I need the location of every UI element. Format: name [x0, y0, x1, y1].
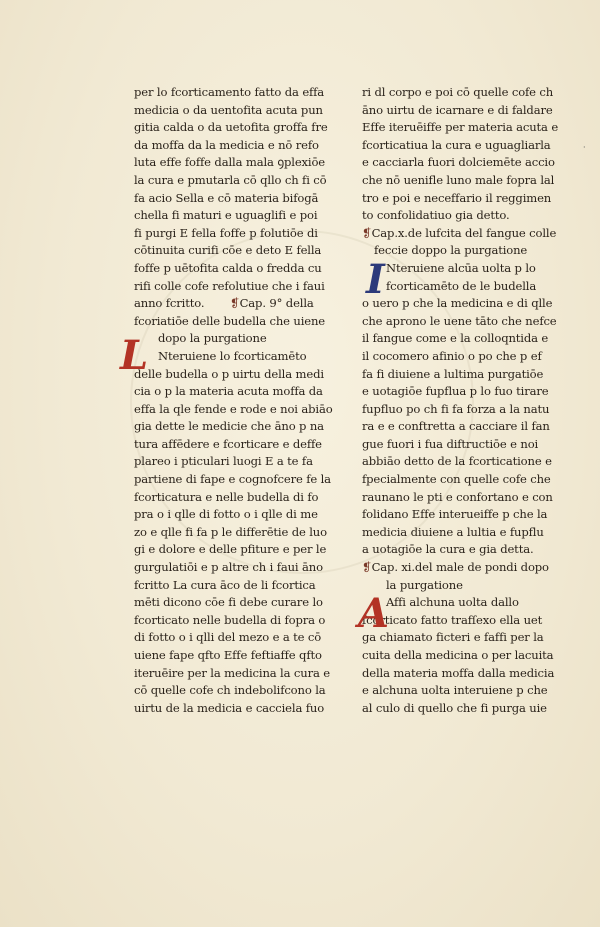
text-line: gue fuori i fua diftructiōe e noi	[362, 436, 539, 451]
text-line: foffe p uētofita calda o fredda cu	[134, 260, 322, 275]
text-line: tura affēdere e fcorticare e deffe	[134, 436, 322, 451]
initial-letter-A: A	[358, 590, 390, 637]
text-line: zo e qlle fi fa p le differētie de luo	[134, 524, 327, 539]
text-line: partiene di fape e cognofcere fe la	[134, 472, 331, 487]
text-line: il cocomero afinio o po che p ef	[362, 348, 542, 363]
text-line: plareo i pticulari luogi E a te fa	[134, 454, 313, 469]
left-column	[134, 84, 339, 717]
chapter-9-body	[134, 348, 339, 717]
text-line: che nō uenifle luno male fopra lal	[362, 172, 555, 187]
text-line: Affi alchuna uolta dallo	[386, 595, 519, 610]
pilcrow-icon: ❡	[362, 560, 372, 575]
right-top-text	[362, 84, 574, 225]
text-line: Effe iteruēiffe per materia acuta e	[362, 120, 559, 135]
text-line: fpecialmente con quelle cofe che	[362, 472, 551, 487]
initial-letter-L: L	[120, 332, 149, 379]
text-line: iteruēire per la medicina la cura e	[134, 665, 330, 680]
text-line: per lo fcorticamento fatto da effa	[134, 85, 325, 99]
text-line: da moffa da la medicia e nō refo	[134, 137, 319, 152]
text-line: fcritto La cura āco de li fcortica	[134, 577, 316, 592]
text-line: gi e dolore e delle pfiture e per le	[134, 542, 327, 557]
text-line: che aprono le uene tāto che nefce	[362, 313, 557, 328]
left-top-text	[134, 84, 339, 313]
text-line: la cura e pmutarla cō qllo ch fi cō	[134, 172, 327, 187]
text-line: ra e e conftretta a cacciare il fan	[362, 419, 550, 434]
text-line: fupfluo po ch fi fa forza a la natu	[362, 401, 550, 416]
text-line: fi purgi E fella foffe p folutiōe di	[134, 225, 318, 240]
chapter-9-heading-line3: dopo la purgatione	[158, 331, 267, 346]
text-line: o uero p che la medicina e di qlle	[362, 296, 553, 311]
text-line: a uotagiōe la cura e gia detta.	[362, 542, 534, 557]
initial-letter-I: I	[366, 256, 385, 303]
text-line: tro e poi e neceffario il reggimen	[362, 190, 552, 205]
text-line: fcorticato fatto trafſexo ella uet	[362, 612, 543, 627]
text-line: gurgulatiōi e p altre ch i faui āno	[134, 560, 323, 575]
text-line: medicia diuiene a lultia e fupflu	[362, 524, 544, 539]
text-line: ri dl corpo e poi cō quelle cofe ch	[362, 85, 554, 99]
text-line: cia o p la materia acuta moffa da	[134, 384, 323, 399]
text-line: pra o i qlle di fotto o i qlle di me	[134, 507, 318, 522]
text-line: il fangue come e la colloqntida e	[362, 331, 549, 346]
chapter-9-heading-line2: fcoriatiōe delle budella che uiene	[134, 313, 326, 328]
text-line: medicia o da uentofita acuta pun	[134, 102, 323, 117]
text-line: gitia calda o da uetofita groffa fre	[134, 120, 328, 135]
chapter-10-heading-line2: feccie doppo la purgatione	[374, 243, 528, 258]
text-line: Nteruiene lo fcorticamēto	[158, 348, 307, 363]
text-line: anno fcritto.	[134, 296, 205, 311]
text-line: delle budella o p uirtu della medi	[134, 366, 324, 381]
chapter-11-heading: Cap. xi.del male de pondi dopo	[371, 560, 549, 575]
text-line: e uotagiōe fupflua p lo fuo tirare	[362, 384, 549, 399]
text-line: cōtinuita curifi cōe e deto E fella	[134, 243, 322, 258]
text-line: fcorticatura e nelle budella di fo	[134, 489, 319, 504]
chapter-10-heading: Cap.x.de lufcita del fangue colle	[371, 225, 557, 240]
text-line: rifi colle cofe refolutiue che i faui	[134, 278, 325, 293]
text-line: fa fi diuiene a lultima purgatiōe	[362, 366, 544, 381]
text-line: fa acio Sella e cō materia bifogā	[134, 190, 319, 205]
text-line: chella fi maturi e uguaglifi e poi	[134, 208, 318, 223]
text-line: mēti dicono cōe fi debe curare lo	[134, 595, 323, 610]
text-line: effa la qle fende e rode e noi abiāo	[134, 401, 333, 416]
text-line: cō quelle cofe ch indebolifcono la	[134, 683, 326, 698]
right-column	[362, 84, 574, 717]
text-line: fcorticato nelle budella di fopra o	[134, 612, 326, 627]
text-line: uiene fape qfto Effe feftiaffe qfto	[134, 648, 322, 662]
text-line: to confolidatiuo gia detto.	[362, 208, 510, 223]
chapter-11-heading-line1	[362, 559, 574, 577]
text-line: fcorticamēto de le budella	[386, 278, 537, 293]
margin-mark: ·	[583, 143, 586, 152]
text-line: āno uirtu de icarnare e di faldare	[362, 102, 553, 117]
text-line: al culo di quello che fi purga uie	[362, 700, 547, 715]
chapter-11-heading-line2: la purgatione	[386, 577, 463, 592]
chapter-10-body	[362, 256, 574, 559]
text-line: di fotto o i qlli del mezo e a te cō	[134, 630, 322, 645]
text-line: e alchuna uolta interuiene p che	[362, 683, 548, 698]
text-line: ga chiamato ficteri e faffi per la	[362, 630, 544, 645]
text-line: Nteruiene alcūa uolta p lo	[386, 260, 536, 275]
chapter-10-heading-line1	[362, 225, 574, 243]
text-line: folidano Effe interueiffe p che la	[362, 507, 548, 522]
text-line: della materia moffa dalla medicia	[362, 665, 555, 680]
text-line: fcorticatiua la cura e uguagliarla	[362, 137, 551, 152]
text-line: cuita della medicina o per lacuita	[362, 648, 554, 662]
chapter-9-heading: Cap. 9° della	[239, 296, 314, 311]
text-line: uirtu de la medicia e cacciela fuo	[134, 700, 325, 715]
text-line: raunano le pti e confortano e con	[362, 489, 553, 504]
text-line: luta effe foffe dalla mala ꝯplexiōe	[134, 155, 326, 170]
text-line: e cacciarla fuori dolciemēte accio	[362, 155, 555, 170]
pilcrow-icon: ❡	[362, 225, 372, 240]
chapter-11-body	[362, 594, 574, 717]
text-line: abbiāo detto de la fcorticatione e	[362, 454, 552, 469]
text-line: gia dette le medicie che āno p na	[134, 419, 324, 434]
pilcrow-icon: ❡	[230, 296, 240, 311]
